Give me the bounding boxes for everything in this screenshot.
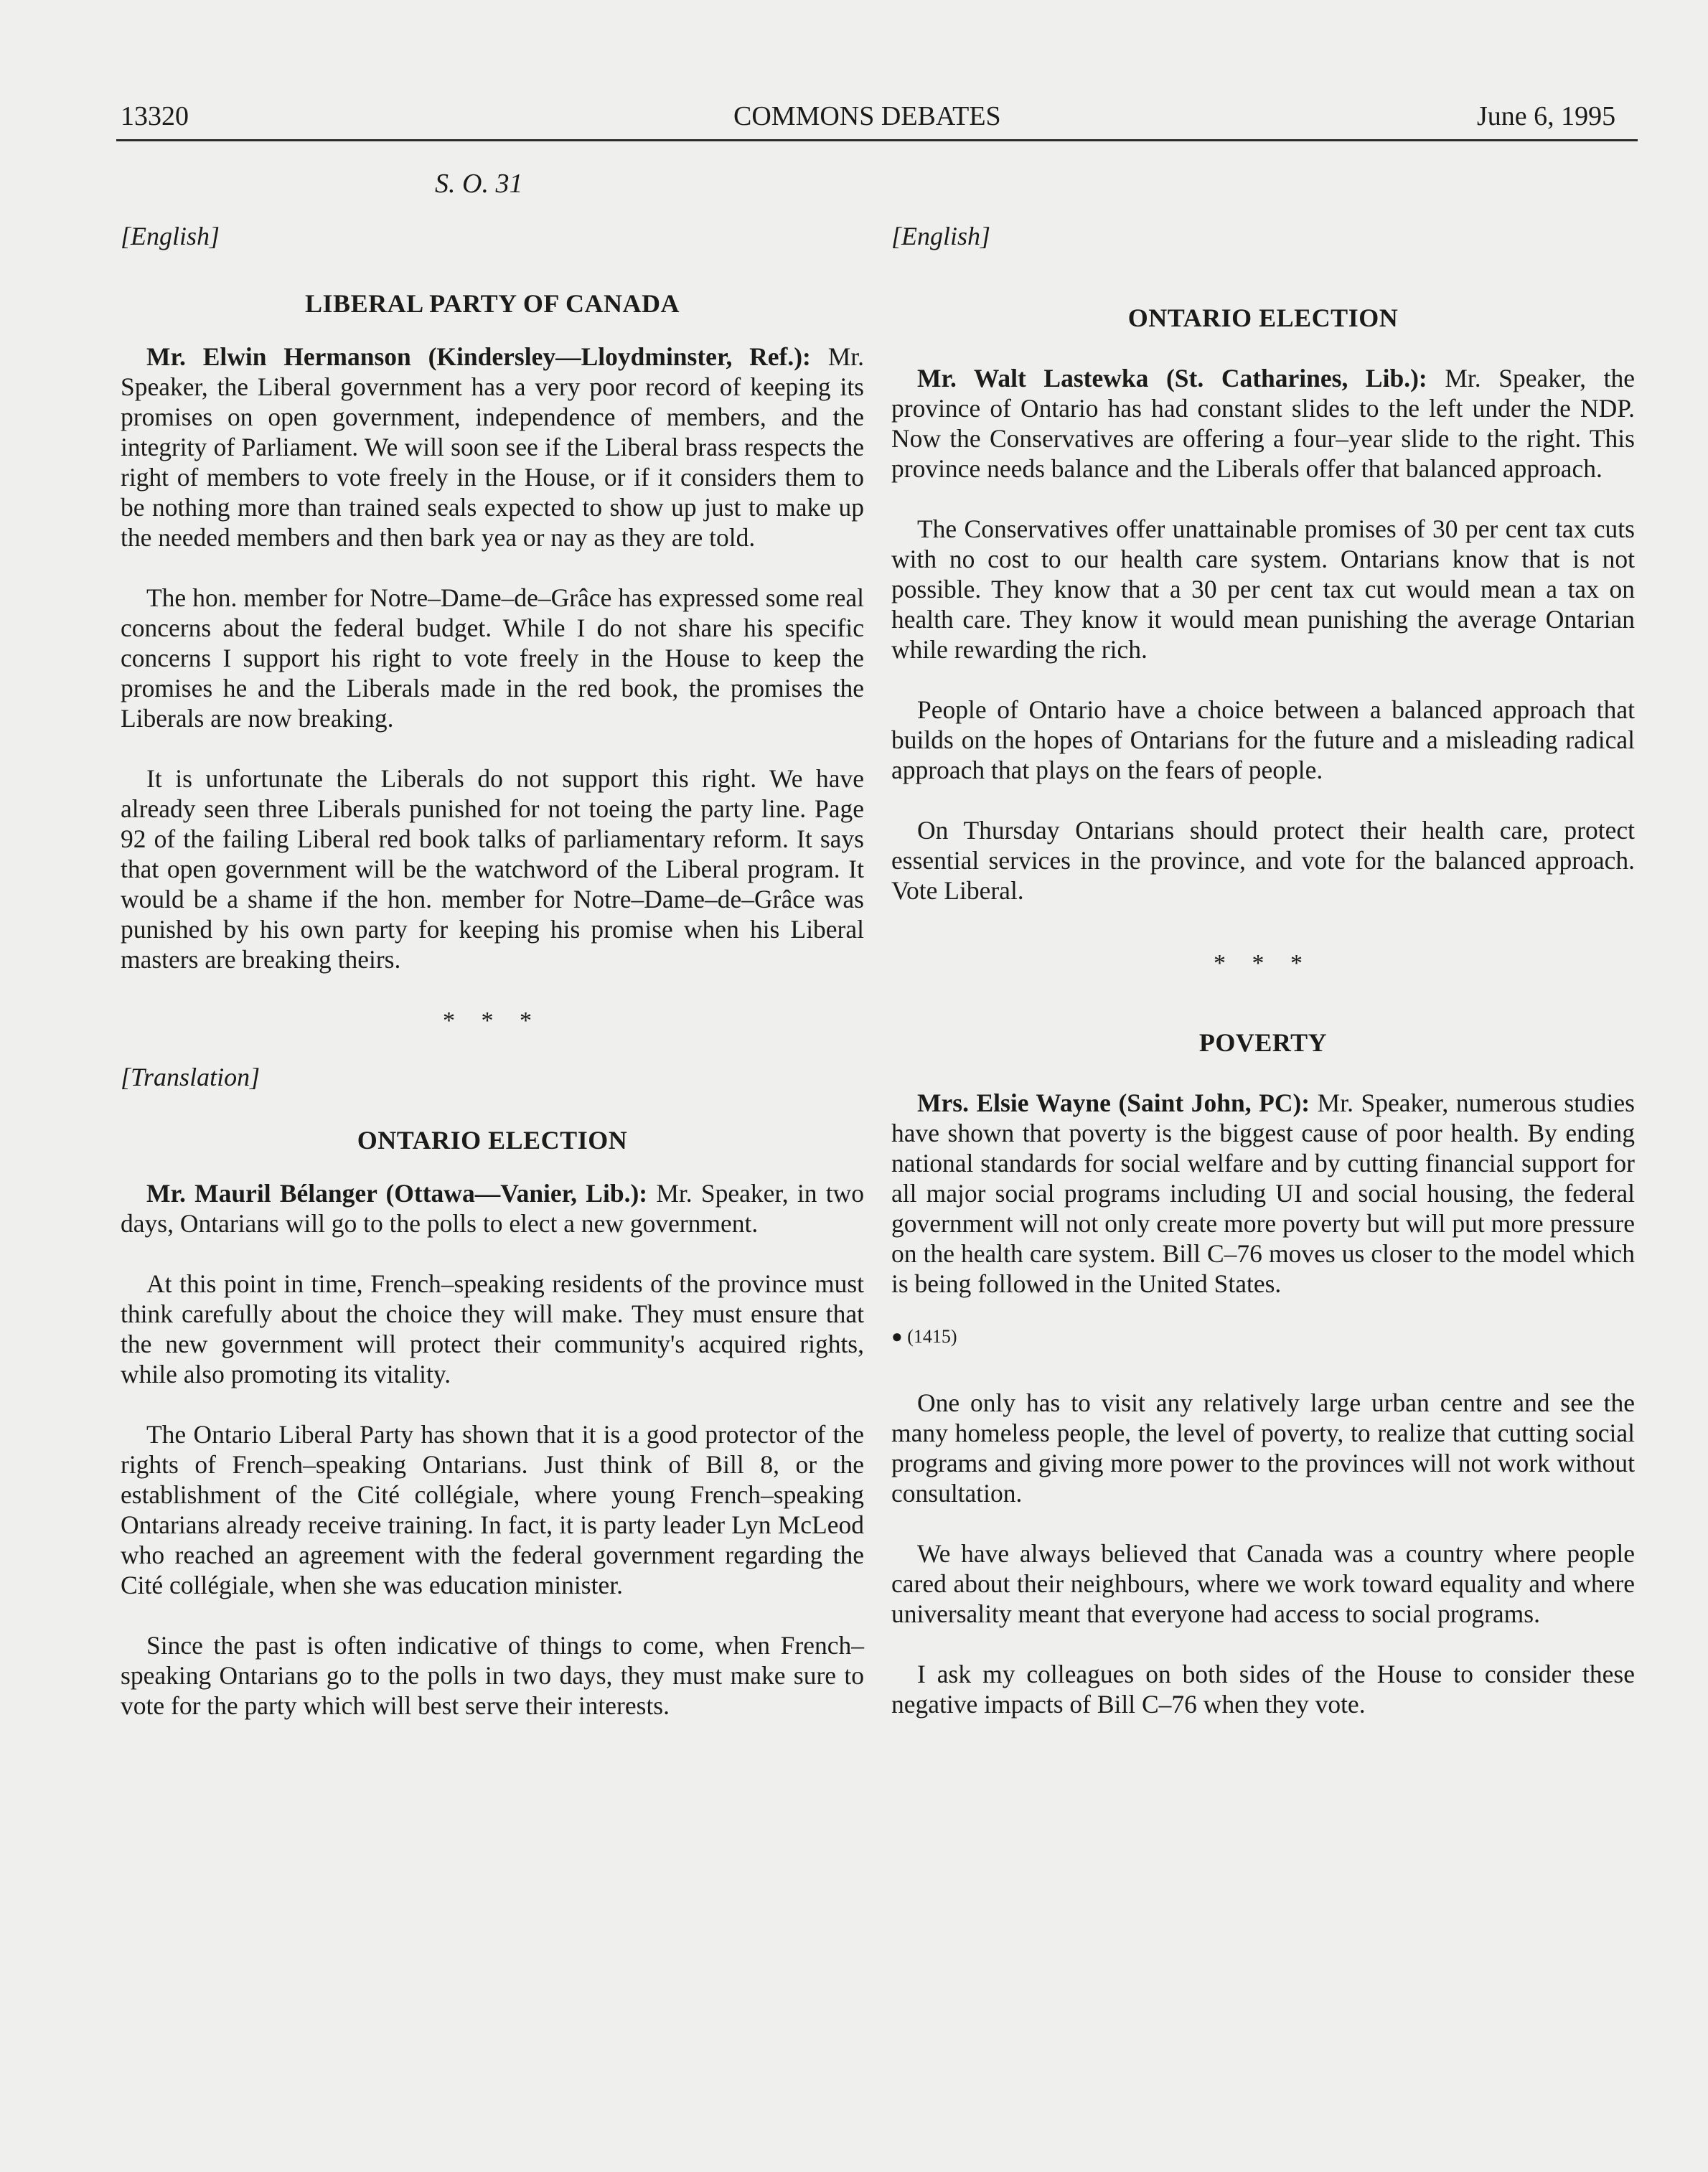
paragraph-text: Mr. Speaker, numerous studies have shown that poverty is the biggest cause of poor health. By ending national standards for social welfare and by cutting financial support for all major social programs including UI and social housing, the federal government will not only create more poverty but will put more pressure on the health care system. Bill C–76 moves us closer to the model which is being followed in the United States.	[891, 1089, 1635, 1298]
speaker-name: Mr. Elwin Hermanson (Kindersley—Lloydminster, Ref.):	[146, 342, 811, 371]
publication-title: COMMONS DEBATES	[733, 101, 1001, 131]
left-column	[121, 221, 864, 1721]
statement-paragraph	[891, 363, 1635, 484]
section-heading: POVERTY	[1198, 1028, 1328, 1057]
page-number: 13320	[121, 101, 189, 131]
section-separator: * * *	[443, 1007, 542, 1034]
statement-paragraph: The hon. member for Notre–Dame–de–Grâce has expressed some real concerns about the federal budget. While I do not share his specific concerns I support his right to vote freely in the House to keep the promises he and the Liberals made in the red book, the promises the Liberals are now breaking.	[121, 583, 864, 733]
section-heading: ONTARIO ELECTION	[1127, 304, 1399, 332]
statement-paragraph: The Conservatives offer unattainable promises of 30 per cent tax cuts with no cost to our health care system. Ontarians know that is not possible. They know that a 30 per cent tax cut would mean a tax on health care. They know it would mean punishing the average Ontarian while rewarding the rich.	[891, 514, 1635, 664]
section-heading: LIBERAL PARTY OF CANADA	[305, 289, 680, 318]
speaker-name: Mr. Mauril Bélanger (Ottawa—Vanier, Lib.):	[146, 1179, 648, 1208]
paragraph-text: Mr. Speaker, the Liberal government has a very poor record of keeping its promises on open government, independence of members, and the integrity of Parliament. We will soon see if the Liberal brass respects the right of members to vote freely in the House, or if it considers them to be nothing more than trained seals expected to show up just to make up the needed members and then bark yea or nay as they are told.	[121, 342, 864, 552]
statement-paragraph	[121, 342, 864, 553]
right-column	[891, 221, 1635, 1719]
language-tag: [English]	[891, 222, 991, 250]
section-heading: ONTARIO ELECTION	[357, 1126, 628, 1155]
statement-paragraph: I ask my colleagues on both sides of the House to consider these negative impacts of Bill C–76 when they vote.	[891, 1660, 1635, 1719]
speaker-name: Mrs. Elsie Wayne (Saint John, PC):	[917, 1089, 1310, 1117]
language-tag: [Translation]	[121, 1063, 261, 1091]
page-date: June 6, 1995	[1477, 101, 1616, 131]
statement-paragraph: It is unfortunate the Liberals do not support this right. We have already seen three Liberals punished for not toeing the party line. Page 92 of the failing Liberal red book talks of parliamentary reform. It says that open government will be the watchword of the Liberal program. It would be a shame if the hon. member for Notre–Dame–de–Grâce was punished by his own party for keeping his promise when his Liberal masters are breaking theirs.	[121, 764, 864, 974]
statement-paragraph: The Ontario Liberal Party has shown that it is a good protector of the rights of French–speaking Ontarians. Just think of Bill 8, or the establishment of the Cité collégiale, where young French–speaking Ontarians already receive training. In fact, it is party leader Lyn McLeod who reached an agreement with the federal government regarding the Cité collégiale, when she was education minister.	[121, 1420, 864, 1599]
header-rule	[116, 139, 1638, 141]
standing-order-label: S. O. 31	[435, 169, 523, 199]
statement-paragraph	[121, 1178, 864, 1238]
statement-paragraph: At this point in time, French–speaking residents of the province must think carefully about the choice they will make. They must ensure that the new government will protect their community's acquired rights, while also promoting its vitality.	[121, 1269, 864, 1388]
section-separator: * * *	[1214, 950, 1313, 977]
statement-paragraph: We have always believed that Canada was a country where people cared about their neighbours, where we work toward equality and where universality meant that everyone had access to social programs.	[891, 1539, 1635, 1628]
statement-paragraph	[891, 1088, 1635, 1299]
language-tag: [English]	[121, 222, 220, 250]
paragraph-text: Mr. Speaker, in two days, Ontarians will go to the polls to elect a new government.	[121, 1179, 864, 1238]
statement-paragraph: People of Ontario have a choice between a balanced approach that builds on the hopes of Ontarians for the future and a misleading radical approach that plays on the fears of people.	[891, 695, 1635, 784]
paragraph-text: Mr. Speaker, the province of Ontario has had constant slides to the left under the NDP. Now the Conservatives are offering a four–year slide to the right. This province needs balance and the Liberals offer that balanced approach.	[891, 364, 1636, 483]
time-stamp: ● (1415)	[891, 1326, 957, 1347]
statement-paragraph: On Thursday Ontarians should protect their health care, protect essential services in the province, and vote for the balanced approach. Vote Liberal.	[891, 816, 1635, 905]
statement-paragraph: One only has to visit any relatively large urban centre and see the many homeless people, the level of poverty, to realize that cutting social programs and giving more power to the provinces will not work without consultation.	[891, 1388, 1635, 1508]
speaker-name: Mr. Walt Lastewka (St. Catharines, Lib.):	[917, 364, 1427, 392]
statement-paragraph: Since the past is often indicative of things to come, when French–speaking Ontarians go to the polls in two days, they must make sure to vote for the party which will best serve their interests.	[121, 1631, 864, 1720]
